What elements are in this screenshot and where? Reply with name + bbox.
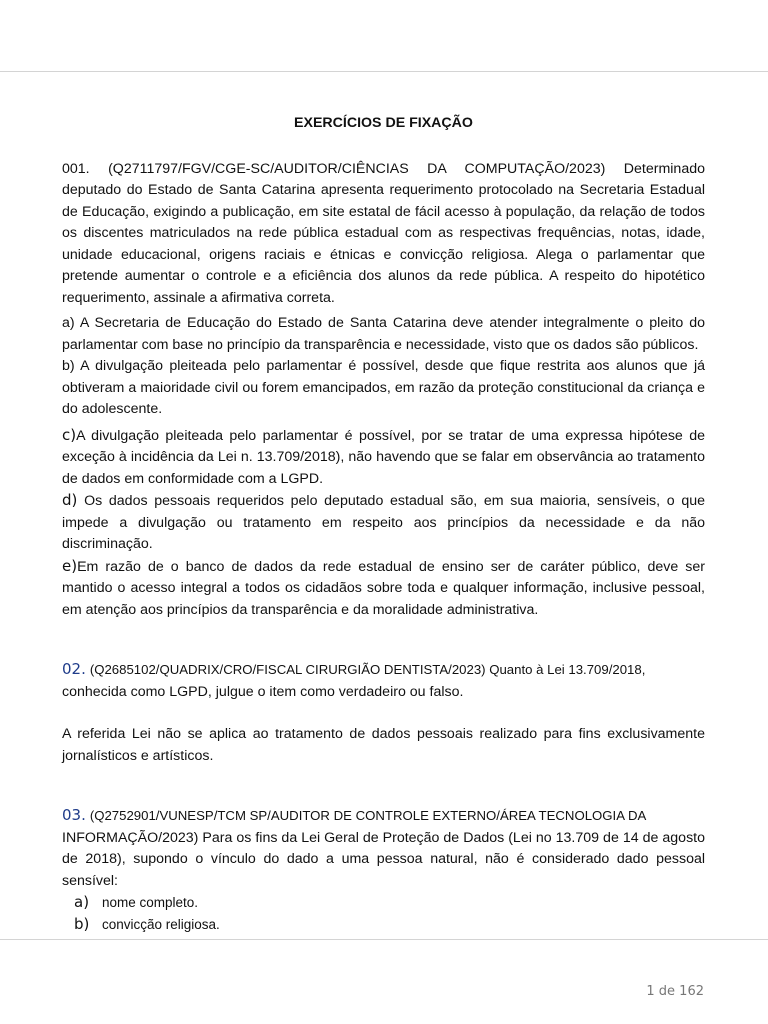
question-03-option-b-letter: b) bbox=[74, 914, 90, 933]
question-03-text: INFORMAÇÃO/2023) Para os fins da Lei Geral de Proteção de Dados (Lei no 13.709 de 14 de agosto de 2018), supondo o vínculo do dado a uma pessoa natural, não é considerado dado pessoal sensível: bbox=[62, 829, 705, 889]
question-03-header bbox=[62, 805, 705, 892]
option-c bbox=[62, 425, 705, 491]
question-02-header bbox=[62, 659, 705, 703]
top-divider bbox=[0, 71, 768, 72]
question-02-ref: (Q2685102/QUADRIX/CRO/FISCAL CIRURGIÃO DENTISTA/2023) Quanto à Lei 13.709/2018, bbox=[89, 662, 646, 677]
question-02-text: conhecida como LGPD, julgue o item como verdadeiro ou falso. bbox=[62, 683, 464, 700]
page-title: EXERCÍCIOS DE FIXAÇÃO bbox=[294, 115, 473, 131]
question-02-number: 02. bbox=[62, 660, 86, 678]
option-e bbox=[62, 556, 705, 622]
option-c-letter: c) bbox=[62, 425, 77, 444]
bottom-divider bbox=[0, 939, 768, 940]
question-001-number: 001. bbox=[62, 160, 90, 177]
exercise-content bbox=[62, 113, 705, 935]
question-03-number: 03. bbox=[62, 806, 86, 824]
question-03-option-a-text: nome completo. bbox=[102, 895, 199, 910]
option-b-letter: b) bbox=[62, 358, 75, 374]
question-02-statement: A referida Lei não se aplica ao tratamento de dados pessoais realizado para fins exclusivamente jornalísticos e artísticos. bbox=[62, 726, 705, 764]
question-001-text: (Q2711797/FGV/CGE-SC/AUDITOR/CIÊNCIAS DA COMPUTAÇÃO/2023) Determinado deputado do Estado de Santa Catarina apresenta requerimento protocolado na Secretaria Estadual de Educação, exigindo a publicação, em site estatal de fácil acesso à população, da relação de todos os discentes matriculados na rede pública estadual com as respectivas frequências, notas, idade, unidade educacional, origens raciais e étnicas e convicção religiosa. Alega o parlamentar que pretende aumentar o controle e a eficiência dos alunos da rede pública. A respeito do hipotético requerimento, assinale a afirmativa correta. bbox=[62, 160, 705, 306]
option-e-letter: e) bbox=[62, 556, 78, 575]
question-02 bbox=[62, 659, 705, 767]
question-001 bbox=[62, 159, 705, 310]
option-e-text: Em razão de o banco de dados da rede estadual de ensino ser de caráter público, deve ser mantido o acesso integral a todos os cidadãos sobre toda e qualquer informação, inclusive pessoal, em atenção aos princípios da transparência e da moralidade administrativa. bbox=[62, 558, 705, 618]
option-d-letter: d) bbox=[62, 491, 78, 509]
question-03-option-a-letter: a) bbox=[74, 893, 90, 911]
question-03-option-b bbox=[74, 914, 705, 936]
option-a-text: A Secretaria de Educação do Estado de Santa Catarina deve atender integralmente o pleito do parlamentar com base no princípio da transparência e necessidade, visto que os dados são públicos. bbox=[62, 315, 705, 353]
page-number: 1 de 162 bbox=[646, 984, 704, 999]
option-a-letter: a) bbox=[62, 315, 75, 331]
option-b bbox=[62, 356, 705, 421]
option-a bbox=[62, 313, 705, 356]
option-d bbox=[62, 490, 705, 556]
question-03-option-b-text: convicção religiosa. bbox=[102, 916, 220, 932]
option-c-text: A divulgação pleiteada pelo parlamentar é possível, por se tratar de uma expressa hipótese de exceção à incidência da Lei n. 13.709/2018), não havendo que se falar em observância ao tratamento de dados em conformidade com a LGPD. bbox=[62, 427, 705, 487]
question-03-option-a bbox=[74, 892, 705, 914]
question-03-ref: (Q2752901/VUNESP/TCM SP/AUDITOR DE CONTROLE EXTERNO/ÁREA TECNOLOGIA DA bbox=[89, 808, 647, 823]
question-03 bbox=[62, 805, 705, 935]
option-b-text: A divulgação pleiteada pelo parlamentar é possível, desde que fique restrita aos alunos que já obtiveram a maioridade civil ou forem emancipados, em razão da proteção constitucional da criança e do adolescente. bbox=[62, 358, 705, 417]
option-d-text: Os dados pessoais requeridos pelo deputado estadual são, em sua maioria, sensíveis, o que impede a divulgação ou tratamento em respeito aos princípios da necessidade e da não discriminação. bbox=[62, 493, 705, 552]
